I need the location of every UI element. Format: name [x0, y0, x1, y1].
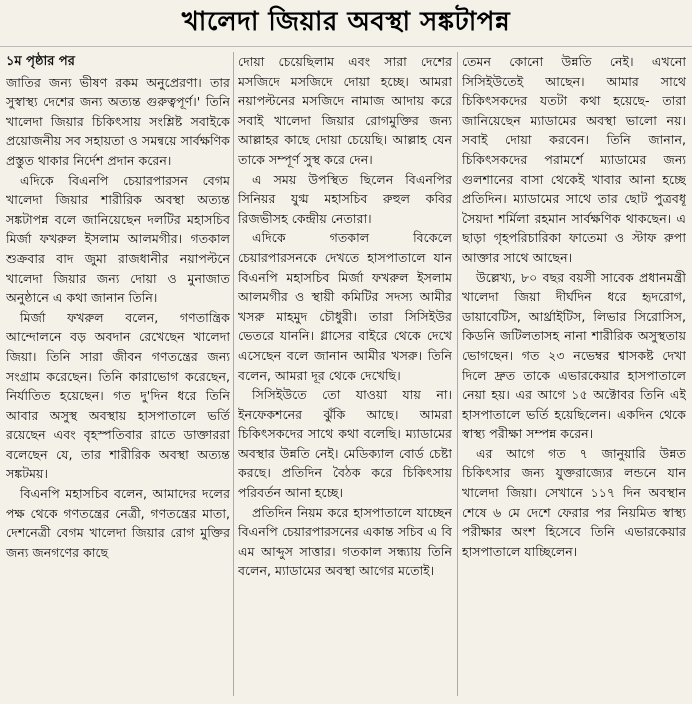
column-2 [238, 52, 452, 698]
column-1 [6, 52, 230, 698]
paragraph: জাতির জন্য ভীষণ রকম অনুপ্রেরণা। তার সুস্বাস্থ্য দেশের জন্য অত্যন্ত গুরুত্বপূর্ণ।' তিনি খালেদা জিয়ার চিকিৎসায় সংশ্লিষ্ট সবাইকে প্রয়োজনীয় সব সহায়তা ও সমন্বয়ে সার্বক্ষণিক প্রস্তুত থাকার নির্দেশ প্রদান করেন। [6, 74, 230, 168]
paragraph: এদিকে গতকাল বিকেলে চেয়ারপারসনকে দেখতে হাসপাতালে যান বিএনপি মহাসচিব মির্জা ফখরুল ইসলাম আলমগীর ও স্থায়ী কমিটির সদস্য আমীর খসরু মাহমুদ চৌধুরী। তারা সিসিইউর ভেতরে যাননি। গ্লাসের বাইরে থেকে দেখে এসেছেন বলে জানান আমীর খসরু। তিনি বলেন, আমরা দূর থেকে দেখেছি। [238, 230, 452, 383]
paragraph: এর আগে গত ৭ জানুয়ারি উন্নত চিকিৎসার জন্য যুক্তরাজ্যের লন্ডনে যান খালেদা জিয়া। সেখানে ১১৭ দিন অবস্থান শেষে ৬ মে দেশে ফেরার পর নিয়মিত স্বাস্থ্য পরীক্ষার অংশ হিসেবে তিনি এভারকেয়ার হাসপাতালে যাচ্ছিলেন। [462, 445, 686, 559]
column-divider [457, 52, 458, 696]
column-3 [462, 52, 686, 698]
paragraph: মির্জা ফখরুল বলেন, গণতান্ত্রিক আন্দোলনে বড় অবদান রেখেছেন খালেদা জিয়া। তিনি সারা জীবন গণতন্ত্রের জন্য সংগ্রাম করেছেন। তিনি কারাভোগ করেছেন, নির্যাতিত হয়েছেন। গত দু'দিন ধরে তিনি আবার অসুস্থ অবস্থায় হাসপাতালে ভর্তি রয়েছেন এবং বৃহস্পতিবার রাতে ডাক্তাররা বলেছেন যে, তার শারীরিক অবস্থা অত্যন্ত সঙ্কটময়। [6, 309, 230, 482]
paragraph: সিসিইউতে তো যাওয়া যায় না। ইনফেকশনের ঝুঁকি আছে। আমরা চিকিৎসকদের সাথে কথা বলেছি। ম্যাডামের অবস্থার উন্নতি নেই। মেডিক্যাল বোর্ড চেষ্টা করছে। প্রতিদিন বৈঠক করে চিকিৎসায় পরিবর্তন আনা হচ্ছে। [238, 387, 452, 501]
paragraph: এ সময় উপস্থিত ছিলেন বিএনপির সিনিয়র যুগ্ম মহাসচিব রুহুল কবির রিজভীসহ কেন্দ্রীয় নেতারা। [238, 171, 452, 226]
paragraph: তেমন কোনো উন্নতি নেই। এখনো সিসিইউতেই আছেন। আমার সাথে চিকিৎসকদের যতটা কথা হয়েছে- তারা জানিয়েছেন ম্যাডামের অবস্থা ভালো নয়। সবাই দোয়া করবেন। তিনি জানান, চিকিৎসকদের পরামর্শে ম্যাডামের জন্য গুলশানের বাসা থেকেই খাবার আনা হচ্ছে প্রতিদিন। ম্যাডামের সাথে তার ছোট পুত্রবধূ সৈয়দা শর্মিলা রহমান সার্বক্ষণিক থাকছেন। এ ছাড়া গৃহপরিচারিকা ফাতেমা ও স্টাফ রুপা আক্তার সাথে আছেন। [462, 54, 686, 265]
paragraph: বিএনপি মহাসচিব বলেন, আমাদের দলের পক্ষ থেকে গণতন্ত্রের নেত্রী, গণতন্ত্রের মাতা, দেশনেত্রী বেগম খালেদা জিয়ার রোগ মুক্তির জন্য জনগণের কাছে [6, 486, 230, 560]
paragraph: প্রতিদিন নিয়ম করে হাসপাতালে যাচ্ছেন বিএনপি চেয়ারপারসনের একান্ত সচিব এ বি এম আব্দুস সাত্তার। গতকাল সন্ধ্যায় তিনি বলেন, ম্যাডামের অবস্থা আগের মতোই। [238, 504, 452, 579]
paragraph: দোয়া চেয়েছিলাম এবং সারা দেশের মসজিদে মসজিদে দোয়া হচ্ছে। আমরা নয়াপল্টনের মসজিদে নামাজ আদায় করে সবাই খালেদা জিয়ার রোগমুক্তির জন্য আল্লাহর কাছে দোয়া চেয়েছি। আল্লাহ যেন তাকে সম্পূর্ণ সুস্থ করে দেন। [238, 54, 452, 167]
continuation-label: ১ম পৃষ্ঠার পর [6, 54, 75, 69]
paragraph: উল্লেখ্য, ৮০ বছর বয়সী সাবেক প্রধানমন্ত্রী খালেদা জিয়া দীর্ঘদিন ধরে হৃদরোগ, ডায়াবেটিস, আর্থ্রাইটিস, লিভার সিরোসিস, কিডনি জটিলতাসহ নানা শারীরিক অসুস্থতায় ভোগছেন। গত ২৩ নভেম্বর শ্বাসকষ্ট দেখা দিলে দ্রুত তাকে এভারকেয়ার হাসপাতালে নেয়া হয়। এর আগে ১৫ অক্টোবর তিনি এই হাসপাতালে ভর্তি হয়েছিলেন। একদিন থেকে স্বাস্থ্য পরীক্ষা সম্পন্ন করেন। [462, 269, 686, 442]
headline: খালেদা জিয়ার অবস্থা সঙ্কটাপন্ন [0, 0, 692, 47]
column-divider [233, 52, 234, 696]
paragraph: এদিকে বিএনপি চেয়ারপারসন বেগম খালেদা জিয়ার শারীরিক অবস্থা অত্যন্ত সঙ্কটাপন্ন বলে জানিয়েছেন দলটির মহাসচিব মির্জা ফখরুল ইসলাম আলমগীর। গতকাল শুক্রবার বাদ জুমা রাজধানীর নয়াপল্টনে খালেদা জিয়ার জন্য দোয়া ও মুনাজাত অনুষ্ঠানে এ কথা জানান তিনি। [6, 172, 230, 306]
